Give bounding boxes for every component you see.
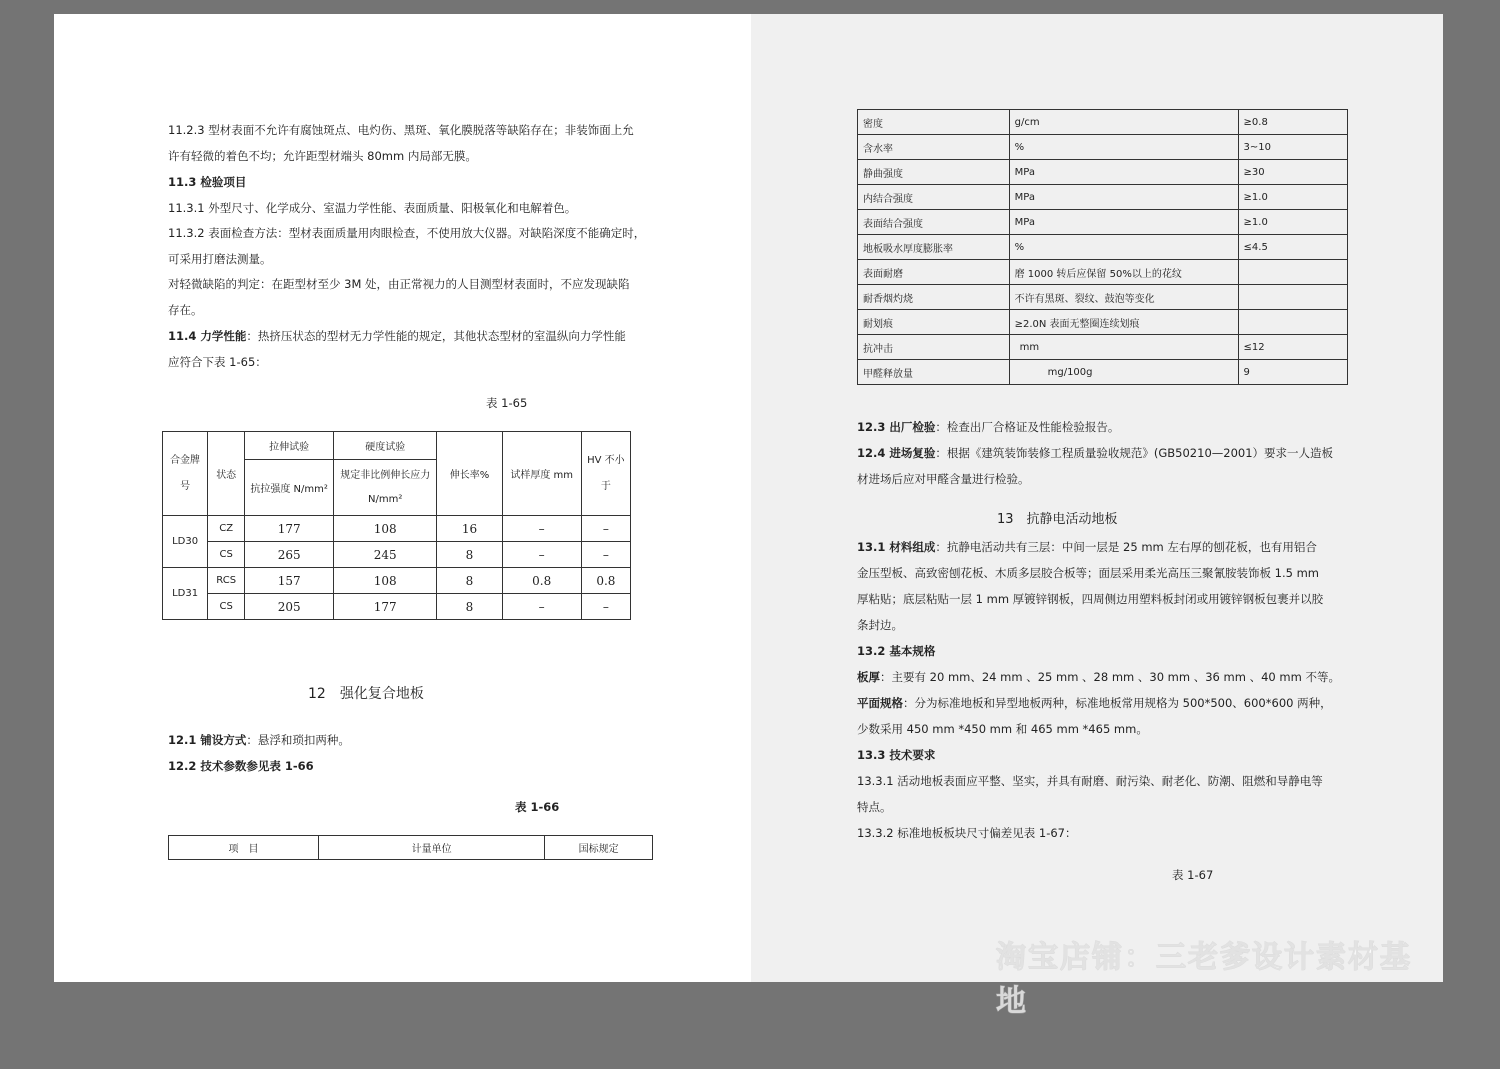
table-row (858, 160, 1348, 185)
cell-item: 密度 (858, 110, 1010, 135)
cell-item: 内结合强度 (858, 185, 1010, 210)
cell-standard (1238, 285, 1347, 310)
cell-item: 地板吸水厚度膨胀率 (858, 235, 1010, 260)
table-row (858, 185, 1348, 210)
table-row (163, 594, 631, 620)
cell-state: RCS (208, 568, 245, 594)
para-11-4-line2: 应符合下表 1-65： (168, 355, 267, 369)
section-12-4-text: ：根据《建筑装饰装修工程质量验收规范》(GB50210—2001）要求一人造板 (935, 446, 1334, 460)
section-13-1-text: ：抗静电活动共有三层：中间一层是 25 mm 左右厚的刨花板，也有用铝合 (935, 540, 1317, 554)
table-row (858, 285, 1348, 310)
section-12-1-label: 12.1 铺设方式 (168, 733, 247, 747)
cell-item: 静曲强度 (858, 160, 1010, 185)
table-row (163, 542, 631, 568)
table-row (858, 260, 1348, 285)
cell-thickness: 0.8 (502, 568, 581, 594)
th-alloy: 合金牌 号 (163, 432, 208, 516)
section-12-2: 12.2 技术参数参见表 1-66 (168, 759, 314, 773)
table-row (169, 836, 653, 860)
table-caption-1-65: 表 1-65 (486, 396, 528, 410)
cell-item: 耐香烟灼烧 (858, 285, 1010, 310)
table-row (163, 516, 631, 542)
th-elongation: 伸长率% (437, 432, 502, 516)
cell-standard: 9 (1238, 360, 1347, 385)
heading-12: 12 强化复合地板 (308, 686, 424, 702)
section-11-3: 11.3 检验项目 (168, 175, 247, 189)
para-11-2-3-line1: 11.2.3 型材表面不允许有腐蚀斑点、电灼伤、黑斑、氧化膜脱落等缺陷存在；非装饰面上允 (168, 123, 634, 137)
cell-state: CS (208, 542, 245, 568)
cell-strength: 205 (245, 594, 334, 620)
cell-unit: MPa (1009, 185, 1238, 210)
para-11-3-1: 11.3.1 外型尺寸、化学成分、室温力学性能、表面质量、阳极氧化和电解着色。 (168, 201, 577, 215)
cell-unit: MPa (1009, 210, 1238, 235)
cell-item: 表面结合强度 (858, 210, 1010, 235)
para-12-4-line1 (857, 446, 1333, 460)
table-row (858, 335, 1348, 360)
cell-unit: mm (1009, 335, 1238, 360)
table-row (858, 360, 1348, 385)
cell-thickness: – (502, 516, 581, 542)
para-13-1-line2: 金压型板、高致密刨花板、木质多层胶合板等；面层采用柔光高压三聚氰胺装饰板 1.5 mm (857, 566, 1320, 580)
th-thickness: 试样厚度 mm (502, 432, 581, 516)
para-13-3-2: 13.3.2 标准地板板块尺寸偏差见表 1-67： (857, 826, 1077, 840)
cell-unit: % (1009, 235, 1238, 260)
cell-elongation: 8 (437, 594, 502, 620)
para-12-1 (168, 733, 350, 747)
section-12-4-label: 12.4 进场复验 (857, 446, 936, 460)
shop-watermark: 淘宝店铺：三老爹设计素材基地 (996, 940, 1412, 1019)
plane-label: 平面规格 (857, 696, 903, 710)
para-12-4-line2: 材进场后应对甲醛含量进行检验。 (857, 472, 1030, 486)
section-11-4-text: ：热挤压状态的型材无力学性能的规定，其他状态型材的室温纵向力学性能 (246, 329, 626, 343)
para-13-1-line3: 厚粘贴；底层粘贴一层 1 mm 厚镀锌钢板，四周侧边用塑料板封闭或用镀锌钢板包裹并以胶 (857, 592, 1324, 606)
cell-standard: 3~10 (1238, 135, 1347, 160)
section-12-3-text: ：检查出厂合格证及性能检验报告。 (935, 420, 1120, 434)
th-tensile: 拉伸试验 (245, 432, 334, 460)
cell-hv: 0.8 (581, 568, 630, 594)
table-row (163, 568, 631, 594)
cell-unit: ≥2.0N 表面无整圈连续划痕 (1009, 310, 1238, 335)
cell-unit: mg/100g (1009, 360, 1238, 385)
cell-strength: 265 (245, 542, 334, 568)
table-caption-1-67: 表 1-67 (1172, 868, 1214, 882)
section-13-1-label: 13.1 材料组成 (857, 540, 936, 554)
th-strength: 抗拉强度 N/mm² (245, 460, 334, 516)
para-13-3-1-line2: 特点。 (857, 800, 892, 814)
cell-elongation: 8 (437, 568, 502, 594)
cell-hv: – (581, 516, 630, 542)
cell-standard: ≥1.0 (1238, 185, 1347, 210)
cell-standard: ≤4.5 (1238, 235, 1347, 260)
para-11-3-2-line2: 可采用打磨法测量。 (168, 252, 272, 266)
section-11-4-label: 11.4 力学性能 (168, 329, 247, 343)
plane-text: ：分为标准地板和异型地板两种，标准地板常用规格为 500*500、600*600 两种， (903, 696, 1332, 710)
para-judge-line2: 存在。 (168, 303, 203, 317)
section-13-3: 13.3 技术要求 (857, 748, 936, 762)
cell-unit: % (1009, 135, 1238, 160)
para-11-3-2-line1: 11.3.2 表面检查方法：型材表面质量用肉眼检查，不使用放大仪器。对缺陷深度不能确定时， (168, 226, 646, 240)
para-13-3-1-line1: 13.3.1 活动地板表面应平整、坚实，并具有耐磨、耐污染、耐老化、防潮、阻燃和导静电等 (857, 774, 1323, 788)
cell-proof: 245 (334, 542, 437, 568)
para-thickness (857, 670, 1340, 684)
cell-alloy: LD30 (163, 516, 208, 568)
cell-thickness: – (502, 542, 581, 568)
cell-hv: – (581, 594, 630, 620)
cell-item: 抗冲击 (858, 335, 1010, 360)
cell-proof: 108 (334, 516, 437, 542)
cell-unit: 不许有黑斑、裂纹、鼓泡等变化 (1009, 285, 1238, 310)
left-page (54, 14, 751, 982)
cell-standard: ≥0.8 (1238, 110, 1347, 135)
cell-thickness: – (502, 594, 581, 620)
cell-standard: ≥30 (1238, 160, 1347, 185)
para-plane-line2: 少数采用 450 mm *450 mm 和 465 mm *465 mm。 (857, 722, 1148, 736)
table-row (858, 310, 1348, 335)
section-13-2: 13.2 基本规格 (857, 644, 936, 658)
table-row (858, 235, 1348, 260)
section-12-3-label: 12.3 出厂检验 (857, 420, 936, 434)
th-hardness: 硬度试验 (334, 432, 437, 460)
table-row (858, 135, 1348, 160)
cell-unit: MPa (1009, 160, 1238, 185)
cell-unit: 磨 1000 转后应保留 50%以上的花纹 (1009, 260, 1238, 285)
cell-alloy: LD31 (163, 568, 208, 620)
th-item: 项 目 (169, 836, 319, 860)
table-1-65 (162, 431, 631, 620)
th-state: 状态 (208, 432, 245, 516)
th-hv: HV 不小 于 (581, 432, 630, 516)
th-unit: 计量单位 (318, 836, 544, 860)
para-11-4-line1 (168, 329, 626, 343)
table-1-66-continued (857, 109, 1348, 385)
cell-strength: 157 (245, 568, 334, 594)
cell-state: CZ (208, 516, 245, 542)
right-page (751, 14, 1443, 1019)
table-row (858, 210, 1348, 235)
table-row (858, 110, 1348, 135)
heading-13: 13 抗静电活动地板 (997, 512, 1118, 527)
section-12-1-text: ：悬浮和琐扣两种。 (246, 733, 350, 747)
para-13-1-line4: 条封边。 (857, 618, 903, 632)
cell-standard (1238, 310, 1347, 335)
cell-hv: – (581, 542, 630, 568)
table-caption-1-66: 表 1-66 (515, 800, 560, 814)
cell-item: 表面耐磨 (858, 260, 1010, 285)
cell-elongation: 16 (437, 516, 502, 542)
th-standard: 国标规定 (545, 836, 653, 860)
para-judge-line1: 对轻微缺陷的判定：在距型材至少 3M 处，由正常视力的人目测型材表面时，不应发现缺陷 (168, 277, 630, 291)
cell-standard (1238, 260, 1347, 285)
cell-strength: 177 (245, 516, 334, 542)
cell-item: 甲醛释放量 (858, 360, 1010, 385)
th-proof: 规定非比例伸长应力 N/mm² (334, 460, 437, 516)
para-plane-line1 (857, 696, 1332, 710)
cell-proof: 108 (334, 568, 437, 594)
para-13-1-line1 (857, 540, 1317, 554)
cell-item: 含水率 (858, 135, 1010, 160)
thickness-text: ：主要有 20 mm、24 mm 、25 mm 、28 mm 、30 mm 、36 mm 、40 mm 不等。 (880, 670, 1340, 684)
cell-standard: ≥1.0 (1238, 210, 1347, 235)
cell-state: CS (208, 594, 245, 620)
cell-unit: g/cm (1009, 110, 1238, 135)
thickness-label: 板厚 (857, 670, 880, 684)
table-1-66-header (168, 835, 653, 860)
para-12-3 (857, 420, 1119, 434)
cell-proof: 177 (334, 594, 437, 620)
cell-elongation: 8 (437, 542, 502, 568)
cell-item: 耐划痕 (858, 310, 1010, 335)
para-11-2-3-line2: 许有轻微的着色不均；允许距型材端头 80mm 内局部无膜。 (168, 149, 477, 163)
cell-standard: ≤12 (1238, 335, 1347, 360)
